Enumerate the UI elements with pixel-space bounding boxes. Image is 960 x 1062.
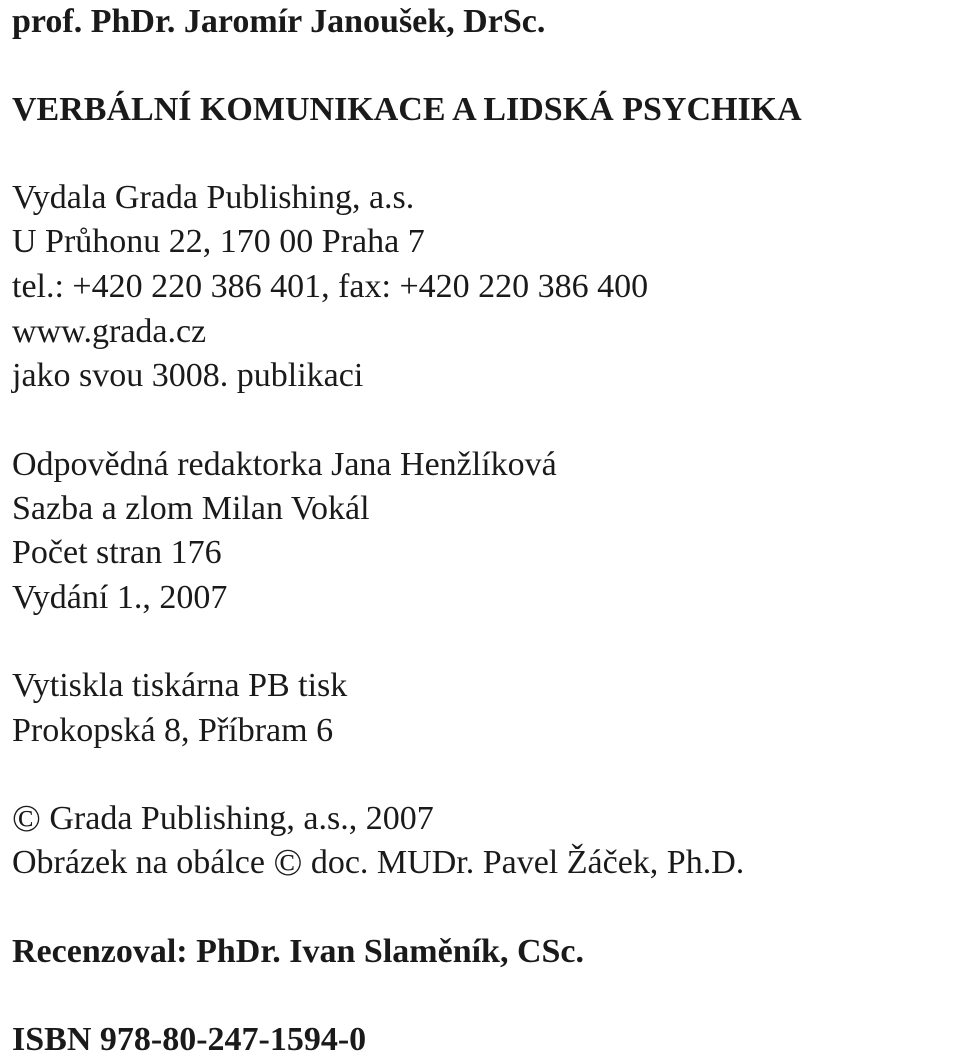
copyright-icon: ©: [273, 842, 303, 884]
cover-credit: [12, 841, 744, 885]
cover-credit-name: doc. MUDr. Pavel Žáček, Ph.D.: [310, 844, 745, 881]
publication-number: jako svou 3008. publikaci: [12, 357, 364, 394]
typesetting-credit: Sazba a zlom Milan Vokál: [12, 490, 370, 527]
printer-name: Vytiskla tiskárna PB tisk: [12, 667, 348, 704]
copyright-publisher-text: Grada Publishing, a.s., 2007: [49, 800, 434, 837]
reviewer-line: Recenzoval: PhDr. Ivan Slaměník, CSc.: [12, 933, 585, 970]
printer-address: Prokopská 8, Příbram 6: [12, 712, 334, 749]
cover-credit-prefix: Obrázek na obálce: [12, 844, 265, 881]
copyright-publisher: [12, 797, 434, 841]
publisher-address: U Průhonu 22, 170 00 Praha 7: [12, 223, 425, 260]
page-count: Počet stran 176: [12, 534, 222, 571]
copyright-icon: ©: [12, 798, 41, 840]
publisher-phone: tel.: +420 220 386 401, fax: +420 220 386 400: [12, 268, 649, 305]
publisher-line: Vydala Grada Publishing, a.s.: [12, 179, 415, 216]
isbn-line: ISBN 978-80-247-1594-0: [12, 1021, 367, 1058]
publisher-web: www.grada.cz: [12, 313, 207, 350]
editor-credit: Odpovědná redaktorka Jana Henžlíková: [12, 446, 557, 483]
book-title: VERBÁLNÍ KOMUNIKACE A LIDSKÁ PSYCHIKA: [12, 91, 802, 128]
edition-info: Vydání 1., 2007: [12, 579, 228, 616]
author-line: prof. PhDr. Jaromír Janoušek, DrSc.: [12, 3, 546, 40]
